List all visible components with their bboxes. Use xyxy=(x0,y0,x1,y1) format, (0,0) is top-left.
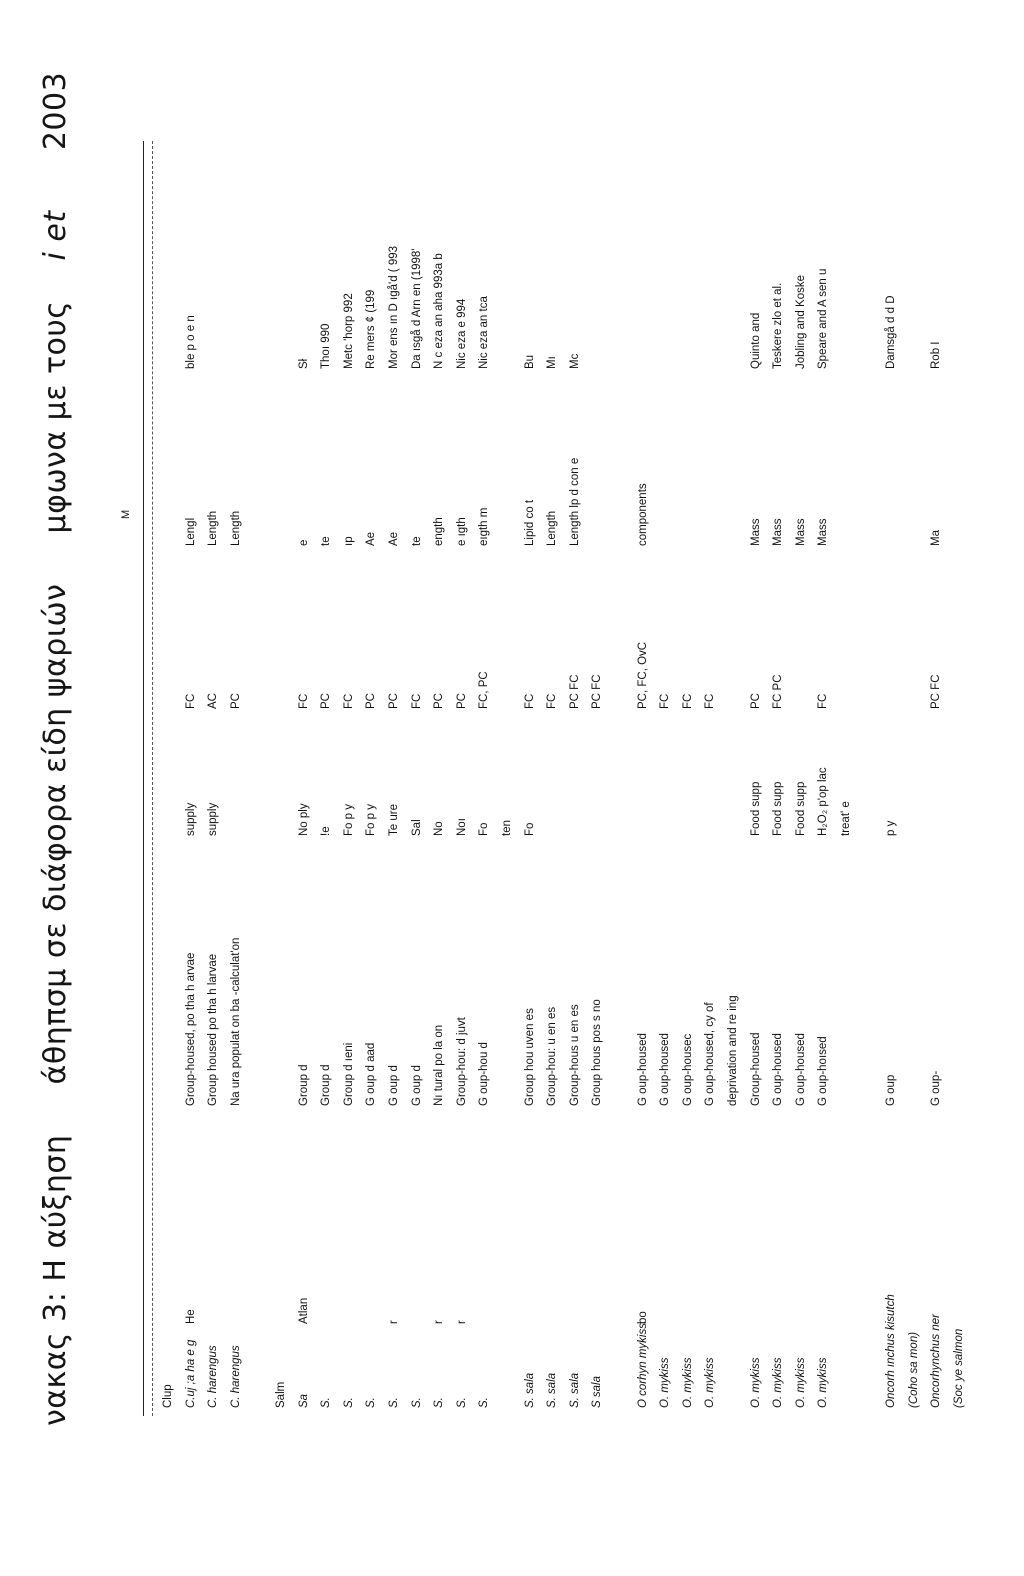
table-row xyxy=(682,0,695,1576)
experiment-cell: Na ura populat on ba -calculat'on xyxy=(229,937,242,1106)
species-cell: Oncorhynchus ner xyxy=(930,1314,943,1408)
experiment-cell: G oup-housed, cy of xyxy=(704,1002,717,1106)
measure-cell: PC xyxy=(749,693,762,709)
table-caption xyxy=(38,72,73,1426)
measure-cell: FC xyxy=(817,693,830,709)
species-cell: O. mykiss xyxy=(772,1357,785,1408)
experiment-cell: Group d xyxy=(297,1064,310,1106)
measure-cell: FC xyxy=(297,693,310,709)
table-row xyxy=(162,0,175,1576)
method-cell: ten xyxy=(501,820,513,836)
table-row xyxy=(840,0,853,1576)
experiment-cell: G oup d xyxy=(410,1065,423,1106)
measure-cell: PC xyxy=(433,693,446,709)
trait-cell: e xyxy=(297,539,310,546)
measure-cell: PC, FC, OvC xyxy=(636,641,649,709)
table-row xyxy=(591,0,604,1576)
species-cell: Clup xyxy=(162,1384,174,1408)
experiment-cell: G oup-hoısed xyxy=(817,1036,830,1106)
method-cell: supply xyxy=(207,802,220,836)
measure-cell: PC xyxy=(365,693,378,709)
trait-cell: Lengl xyxy=(184,517,197,546)
group-cell: bo xyxy=(636,1311,649,1324)
trait-cell: Mass xyxy=(749,518,762,546)
measure-cell: PC xyxy=(229,693,242,709)
measure-cell: FC xyxy=(659,693,672,709)
table-row xyxy=(795,0,808,1576)
reference-cell: ble p o e n xyxy=(184,315,197,369)
reference-cell: Rob I xyxy=(930,341,943,369)
reference-cell: Damsgå d d D xyxy=(885,295,898,369)
trait-cell: Length xyxy=(207,510,220,546)
measure-cell: PC FC xyxy=(568,674,581,709)
method-cell: Fo xyxy=(478,822,491,836)
group-cell: r xyxy=(388,1320,400,1324)
reference-cell: N c eza an aha 993a b xyxy=(433,253,446,369)
caption-italic: i et xyxy=(38,210,73,261)
method-cell: Food supp xyxy=(794,781,807,836)
caption-tail: μφωνα με τους xyxy=(38,300,73,534)
trait-cell: Ma xyxy=(930,530,943,546)
measure-cell: PC xyxy=(320,693,333,709)
caption-middle: άθηπσμ σε διάφορα είδη ψαριών xyxy=(38,583,73,1085)
experiment-cell: Group-hou: d juvt xyxy=(455,1017,468,1106)
table-row xyxy=(365,0,378,1576)
trait-cell: Ae xyxy=(388,531,400,546)
table-row xyxy=(185,0,198,1576)
trait-cell: te xyxy=(320,536,333,546)
measure-cell: FC xyxy=(523,693,536,709)
trait-cell: components xyxy=(636,483,649,546)
species-cell: S. xyxy=(478,1397,491,1408)
measure-cell: FC xyxy=(410,693,423,709)
experiment-cell: G oup- xyxy=(930,1070,943,1106)
experiment-cell: Group hous pos s no xyxy=(591,999,604,1106)
table-row xyxy=(885,0,898,1576)
group-cell: He xyxy=(184,1309,197,1324)
method-cell: treat' e xyxy=(840,801,852,836)
species-cell: O. mykiss xyxy=(749,1357,762,1408)
species-cell: C. harengus xyxy=(229,1345,242,1408)
measure-cell: FC xyxy=(681,693,694,709)
measure-cell: PC FC xyxy=(591,674,604,709)
species-cell: S sala xyxy=(591,1376,604,1408)
method-cell: Food supp xyxy=(749,781,762,836)
experiment-cell: Group-housed xyxy=(749,1032,762,1106)
species-cell: S. xyxy=(455,1397,468,1408)
measure-cell: FC xyxy=(546,693,559,709)
method-cell: p y xyxy=(885,820,898,836)
measure-cell: PC FC xyxy=(930,674,943,709)
species-cell: S. xyxy=(342,1397,355,1408)
table-row xyxy=(207,0,220,1576)
species-cell: S. xyxy=(365,1397,378,1408)
trait-cell: te xyxy=(410,536,423,546)
species-cell: C. harengus xyxy=(207,1345,220,1408)
species-cell: O. mykiss xyxy=(659,1357,672,1408)
table-row xyxy=(501,0,514,1576)
group-cell: r xyxy=(455,1320,468,1324)
table-row xyxy=(704,0,717,1576)
species-cell: S. xyxy=(320,1397,333,1408)
table-row xyxy=(411,0,424,1576)
experiment-cell: Nı tural po la on xyxy=(433,1024,446,1106)
species-cell: S. xyxy=(388,1397,400,1408)
measure-cell: FC xyxy=(342,693,355,709)
reference-cell: Re mers ¢ (199 xyxy=(365,289,378,369)
species-cell: (Coho sa mon) xyxy=(907,1331,920,1408)
trait-cell: Lipid co t xyxy=(523,499,536,546)
measure-cell: PC xyxy=(388,693,400,709)
column-marker: M xyxy=(120,509,132,519)
reference-cell: Mc xyxy=(568,353,581,369)
method-cell: H₂O₂ p'op lac xyxy=(817,767,830,836)
measure-cell: FC, PC xyxy=(478,671,491,709)
method-cell: !e xyxy=(320,826,333,836)
experiment-cell: G oup-hou d xyxy=(478,1042,491,1106)
experiment-cell: Group-housed, po tha h arvae xyxy=(184,952,197,1106)
measure-cell: AC xyxy=(207,693,220,709)
experiment-cell: G oup-housed xyxy=(794,1033,807,1106)
method-cell: Fo p y xyxy=(342,804,355,836)
reference-cell: Nic eza e 994 xyxy=(455,298,468,369)
trait-cell: Mass xyxy=(772,518,785,546)
species-cell: O. mykiss xyxy=(794,1357,807,1408)
group-cell: Atlan xyxy=(297,1297,310,1324)
table-row xyxy=(252,0,265,1576)
measure-cell: FC xyxy=(704,693,717,709)
experiment-cell: G oup-housec xyxy=(681,1033,694,1106)
table-row xyxy=(750,0,763,1576)
species-cell: O. mykiss xyxy=(704,1357,717,1408)
experiment-cell: G oup d aad xyxy=(365,1042,378,1106)
caption-lead: νακας 3: Η αύξηση xyxy=(38,1134,73,1426)
experiment-cell: Group d xyxy=(320,1064,333,1106)
reference-cell: Bu xyxy=(523,354,536,369)
reference-cell: Mı xyxy=(546,356,559,369)
table-row xyxy=(478,0,491,1576)
trait-cell: e ıgth xyxy=(455,517,468,546)
experiment-cell: G oup-housed xyxy=(636,1033,649,1106)
trait-cell: Length lp d con e xyxy=(568,457,581,546)
table-row xyxy=(546,0,559,1576)
experiment-cell: G oup-housed xyxy=(772,1033,785,1106)
table-row xyxy=(817,0,830,1576)
method-cell: Noı xyxy=(455,818,468,836)
experiment-cell: deprivation and re ing xyxy=(727,995,739,1106)
species-cell: O. mykiss xyxy=(681,1357,694,1408)
table-row xyxy=(569,0,582,1576)
reference-cell: Sł xyxy=(297,358,310,369)
species-cell: S. sala xyxy=(546,1372,559,1408)
trait-cell: Mass xyxy=(817,518,830,546)
species-cell: S. xyxy=(410,1397,423,1408)
method-cell: Fo p y xyxy=(365,804,378,836)
reference-cell: Metc 'horp 992 xyxy=(342,293,355,369)
experiment-cell: Group-hou: u en es xyxy=(546,1006,559,1106)
method-cell: Food supp xyxy=(772,781,785,836)
table-row xyxy=(524,0,537,1576)
trait-cell: Mass xyxy=(794,518,807,546)
species-cell: O. mykiss xyxy=(817,1357,830,1408)
method-cell: No xyxy=(433,821,446,836)
trait-cell: ıp xyxy=(342,536,355,546)
reference-cell: Thoı 990 xyxy=(320,323,333,369)
table-row xyxy=(456,0,469,1576)
species-cell: S. sala xyxy=(568,1372,581,1408)
experiment-cell: Group d ıeni xyxy=(342,1042,355,1106)
table-row xyxy=(863,0,876,1576)
trait-cell: eıgth m xyxy=(478,507,491,546)
experiment-cell: Group hou uven es xyxy=(523,1008,536,1106)
table-row xyxy=(298,0,311,1576)
reference-cell: Nic eza an tca xyxy=(478,296,491,369)
reference-cell: Quinto and xyxy=(749,312,762,369)
experiment-cell: G oup d xyxy=(388,1065,400,1106)
experiment-cell: G oup xyxy=(885,1074,898,1106)
method-cell: supply xyxy=(184,802,197,836)
reference-cell: Mor ens ın D ıgå'd ( 993 xyxy=(388,245,400,369)
species-cell: Sa xyxy=(297,1393,310,1408)
table-row xyxy=(320,0,333,1576)
table-row xyxy=(275,0,288,1576)
table-row xyxy=(637,0,650,1576)
trait-cell: Length xyxy=(546,510,559,546)
reference-cell: Da ısgå d Arn en (1998' xyxy=(410,248,423,369)
measure-cell: FC xyxy=(184,693,197,709)
table-header-rule xyxy=(152,141,153,1416)
reference-cell: Speare and A sen u xyxy=(817,268,830,369)
table-top-rule xyxy=(143,141,144,1416)
table-row xyxy=(727,0,740,1576)
trait-cell: Ae xyxy=(365,531,378,546)
method-cell: Fo xyxy=(523,822,536,836)
table-row xyxy=(908,0,921,1576)
species-cell: Oncorh ınchus kisutch xyxy=(885,1294,898,1408)
species-cell: Salm xyxy=(275,1381,287,1408)
species-cell: O corhyn mykiss xyxy=(636,1323,649,1408)
trait-cell: Length xyxy=(229,510,242,546)
trait-cell: ength xyxy=(433,517,446,546)
table-row xyxy=(659,0,672,1576)
reference-cell: Teskere zlo et al. xyxy=(772,282,785,369)
table-row xyxy=(772,0,785,1576)
method-cell: Te ure xyxy=(388,804,400,836)
measure-cell: FC PC xyxy=(772,674,785,709)
species-cell: S. sala xyxy=(523,1372,536,1408)
species-cell: (Soc ye salmon xyxy=(953,1328,965,1408)
table-row xyxy=(433,0,446,1576)
method-cell: Sal xyxy=(410,819,423,836)
table-row xyxy=(953,0,966,1576)
group-cell: r xyxy=(433,1320,446,1324)
table-row xyxy=(343,0,356,1576)
species-cell: S. xyxy=(433,1397,446,1408)
table-row xyxy=(930,0,943,1576)
caption-year: 2003 xyxy=(38,71,73,151)
table-row xyxy=(614,0,627,1576)
experiment-cell: Group housed po tha h larvae xyxy=(207,953,220,1106)
species-cell: C.uj ;a ha e g xyxy=(184,1339,197,1408)
experiment-cell: G oup-housed xyxy=(659,1033,672,1106)
table-row xyxy=(388,0,401,1576)
measure-cell: PC xyxy=(455,693,468,709)
experiment-cell: Group-hous u en es xyxy=(568,1004,581,1106)
table-row xyxy=(230,0,243,1576)
reference-cell: Jobling and Koske xyxy=(794,275,807,369)
method-cell: No ply xyxy=(297,803,310,836)
